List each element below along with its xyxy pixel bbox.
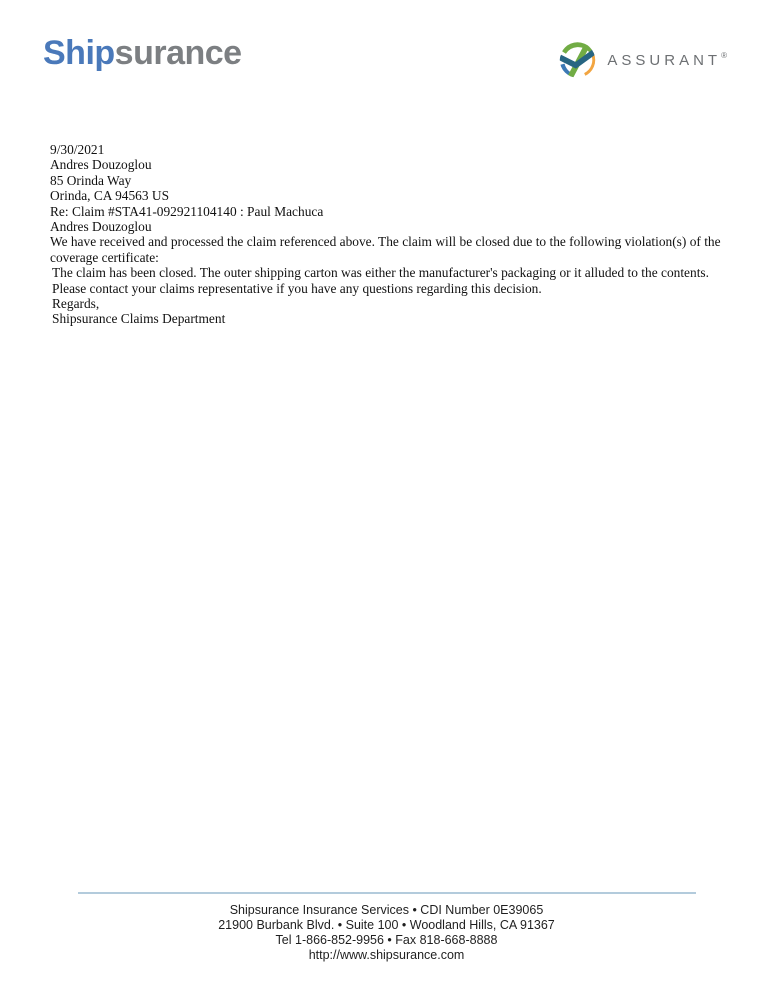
shipsurance-logo <box>43 36 242 70</box>
closing-regards: Regards, <box>52 296 100 312</box>
letterhead <box>0 0 773 110</box>
footer-line-phone: Tel 1-866-852-9956 • Fax 818-668-8888 <box>275 933 498 947</box>
assurant-globe-icon <box>558 40 597 80</box>
recipient-address <box>50 157 735 203</box>
footer-line-website: http://www.shipsurance.com <box>308 948 465 962</box>
recipient-city-state: Orinda, CA 94563 US <box>50 188 170 204</box>
footer-line-address: 21900 Burbank Blvd. • Suite 100 • Woodland Hills, CA 91367 <box>218 918 555 932</box>
shipsurance-logo-surance: surance <box>114 34 242 72</box>
body-paragraph: Please contact your claims representative if you have any questions regarding this decision. <box>52 280 542 296</box>
signature-department: Shipsurance Claims Department <box>52 311 226 327</box>
footer-divider <box>78 892 696 894</box>
recipient-street: 85 Orinda Way <box>50 172 132 188</box>
shipsurance-logo-ship: Ship <box>43 34 115 72</box>
body-paragraph: We have received and processed the claim referenced above. The claim will be closed due to the following violation(s) of the coverage certificate: <box>50 234 721 265</box>
footer-company-info <box>0 903 773 963</box>
footer-line-company: Shipsurance Insurance Services • CDI Number 0E39065 <box>229 903 544 917</box>
subject-line: Re: Claim #STA41-092921104140 : Paul Machuca <box>50 203 324 219</box>
closing-block <box>50 296 735 327</box>
salutation: Andres Douzoglou <box>50 219 152 235</box>
letter-date: 9/30/2021 <box>50 142 105 157</box>
letter-body <box>50 142 735 327</box>
recipient-name: Andres Douzoglou <box>50 157 152 173</box>
assurant-wordmark: ASSURANT <box>607 51 722 69</box>
letter-footer <box>0 892 773 963</box>
registered-trademark-mark: ® <box>721 50 727 60</box>
assurant-logo <box>558 40 727 80</box>
body-paragraph: The claim has been closed. The outer shipping carton was either the manufacturer's packaging or it alluded to the contents. <box>52 265 709 281</box>
